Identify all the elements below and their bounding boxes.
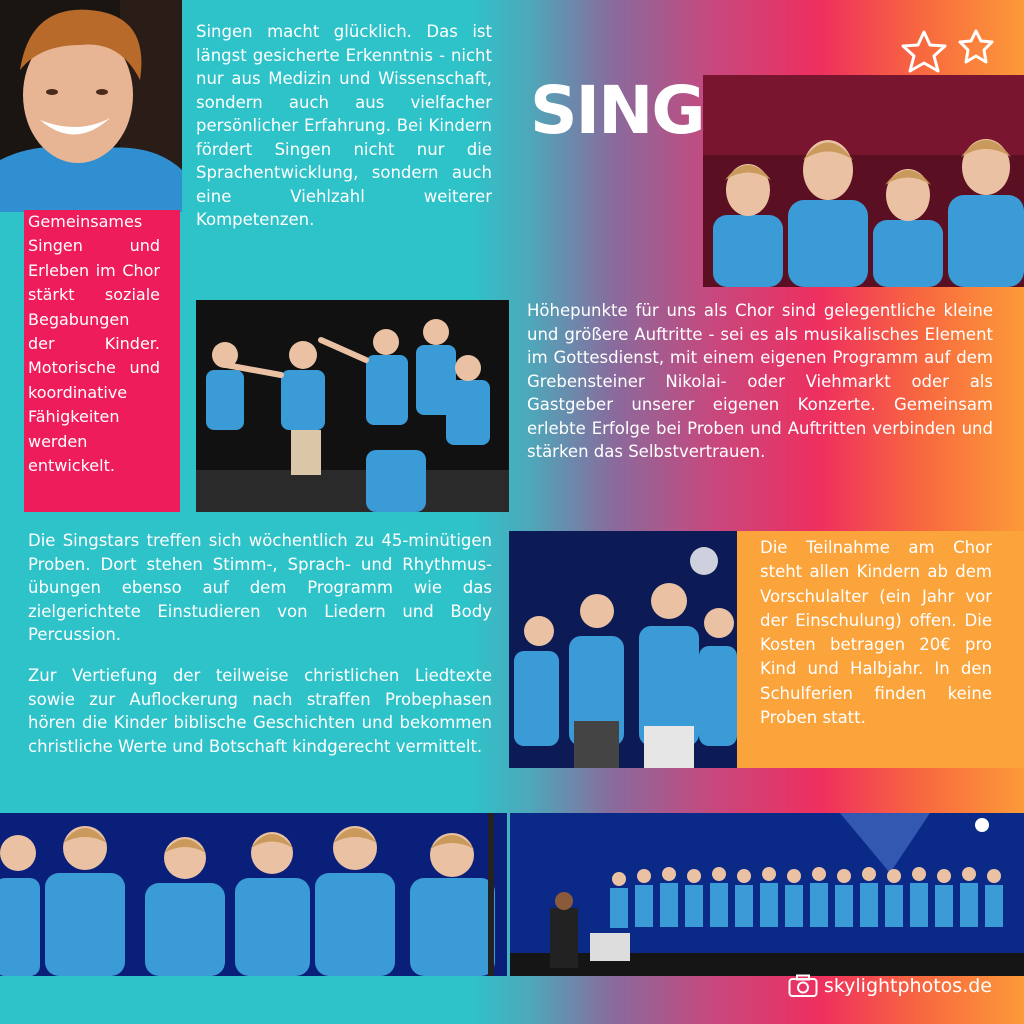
photo-boy-portrait: [0, 0, 182, 212]
photo-front-row-singers: [0, 813, 507, 976]
star-icon: [898, 28, 950, 76]
photo-children-dancing: [196, 300, 509, 512]
photo-children-heart-gesture: [509, 531, 737, 768]
photo-girls-singing: [703, 75, 1024, 287]
social-skills-text: Gemeinsames Singen und Erleben im Chor stärkt soziale Begabungen der Kinder. Motorische und koordinative Fähigkeiten werden entwickelt.: [28, 212, 160, 476]
photo-credit: [788, 974, 992, 998]
title-sing: SING: [530, 72, 704, 149]
values-text: Zur Vertiefung der teilweise christlichen Liedtexte sowie zur Auflockerung nach straffen Probephasen hören die Kinder biblische Geschichten und bekommen christliche Werte und Botschaft kindgerecht vermittelt.: [28, 666, 492, 756]
rehearsal-text: Die Singstars treffen sich wöchentlich zu 45-minütigen Proben. Dort stehen Stimm-, Sprach- und Rhythmus-übungen ebenso auf dem Programm wie das zielgerichtete Einstudieren von Liedern und Body Percussion.: [28, 531, 492, 644]
credit-text[interactable]: skylightphotos.de: [823, 975, 992, 997]
camera-icon: [788, 974, 818, 998]
participation-text: Die Teilnahme am Chor steht allen Kindern ab dem Vorschulalter (ein Jahr vor der Einschulung) offen. Die Kosten betragen 20€ pro Kind und Halbjahr. In den Schulferien finden keine Proben statt.: [760, 538, 992, 728]
photo-full-choir-stage: [510, 813, 1024, 976]
star-icon: [956, 28, 996, 66]
intro-text: Singen macht glücklich. Das ist längst gesicherte Erkenntnis - nicht nur aus Medizin und Wissenschaft, sondern auch aus vielfacher persönlicher Erfahrung. Bei Kindern fördert Singen nicht nur die Sprachentwicklung, sondern auch eine Viehlzahl weiterer Kompetenzen.: [196, 22, 492, 229]
highlights-text: Höhepunkte für uns als Chor sind gelegentliche kleine und größere Auftritte - sei es als musikalisches Element im Gottesdienst, mit einem eigenen Programm auf dem Grebensteiner Nikolai- oder Viehmarkt oder als Gastgeber unserer eigenen Konzerte. Gemeinsam erlebte Erfolge bei Proben und Auftritten verbinden und stärken das Selbstvertrauen.: [527, 301, 993, 461]
